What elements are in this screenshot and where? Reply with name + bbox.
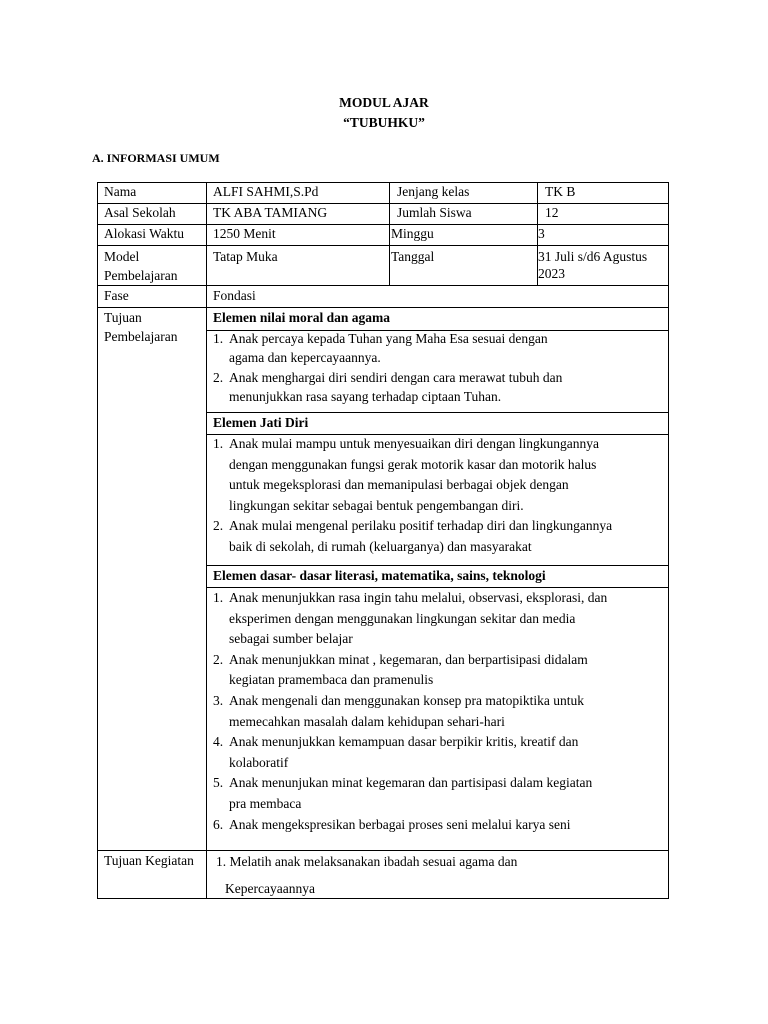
jumlah-value: 12 [545, 205, 559, 220]
list-line: dengan menggunakan fungsi gerak motorik kasar dan motorik halus [229, 456, 597, 472]
list-line: Anak mengekspresikan berbagai proses seni melalui karya seni [229, 816, 571, 832]
tanggal-label: Tanggal [391, 249, 435, 264]
list-item [213, 732, 607, 773]
list-number: 2. [213, 518, 224, 534]
list-line: Anak mengenali dan menggunakan konsep pra matopiktika untuk [229, 692, 585, 708]
elemen1-heading: Elemen nilai moral dan agama [213, 310, 391, 325]
list-line: Anak mulai mampu untuk menyesuaikan diri dengan lingkungannya [229, 436, 600, 451]
asal-value: TK ABA TAMIANG [213, 205, 328, 220]
fase-label: Fase [104, 288, 129, 303]
fase-value: Fondasi [213, 288, 256, 303]
nama-value: ALFI SAHMI,S.Pd [213, 184, 319, 199]
elemen2-heading: Elemen Jati Diri [213, 415, 309, 430]
list-item [213, 773, 607, 814]
list-item [213, 516, 612, 557]
list-number: 5. [213, 775, 224, 791]
section-heading: A. INFORMASI UMUM [92, 151, 220, 165]
list-item [213, 368, 562, 407]
list-line: Anak menunjukkan kemampuan dasar berpikir kritis, kreatif dan [229, 734, 579, 750]
tanggal-value-1: 31 Juli s/d6 Agustus [538, 249, 648, 264]
list-line: baik di sekolah, di rumah (keluarganya) dan masyarakat [229, 538, 532, 554]
list-line: Anak mulai mengenal perilaku positif terhadap diri dan lingkungannya [229, 518, 613, 534]
model-label-1: Model [104, 249, 140, 264]
list-item [213, 329, 562, 368]
tanggal-value-2: 2023 [538, 266, 565, 281]
list-line: kolaboratif [229, 754, 289, 770]
list-number: 1. [213, 590, 224, 605]
list-line: menunjukkan rasa sayang terhadap ciptaan Tuhan. [229, 388, 502, 404]
list-line: pra membaca [229, 795, 302, 811]
minggu-value: 3 [538, 226, 545, 241]
list-item [213, 588, 607, 650]
list-number: 2. [213, 651, 224, 667]
alokasi-value: 1250 Menit [213, 226, 276, 241]
cell-fase-value [206, 285, 669, 308]
jenjang-label: Jenjang kelas [397, 184, 470, 199]
list-line: Anak menunjukkan minat , kegemaran, dan berpartisipasi didalam [229, 651, 588, 667]
elemen3-list [213, 588, 607, 835]
kegiatan-line-2: Kepercayaannya [225, 881, 315, 896]
list-line: sebagai sumber belajar [229, 631, 353, 647]
list-number: 4. [213, 734, 224, 750]
list-number: 1. [213, 331, 224, 346]
kegiatan-line-1: 1. Melatih anak melaksanakan ibadah sesuai agama dan [216, 854, 518, 869]
list-line: kegiatan pramembaca dan pramenulis [229, 672, 434, 688]
list-number: 2. [213, 370, 224, 386]
model-label-2: Pembelajaran [104, 268, 178, 283]
list-line: Anak menghargai diri sendiri dengan cara merawat tubuh dan [229, 370, 563, 386]
list-item [213, 815, 607, 836]
alokasi-label: Alokasi Waktu [104, 226, 185, 241]
jumlah-label: Jumlah Siswa [397, 205, 472, 220]
list-line: untuk megeksplorasi dan memanipulasi berbagai objek dengan [229, 477, 569, 493]
jenjang-value: TK B [545, 184, 576, 199]
tujuan-label-2: Pembelajaran [104, 329, 178, 344]
list-item [213, 691, 607, 732]
list-line: Anak menunjukan minat kegemaran dan partisipasi dalam kegiatan [229, 775, 593, 791]
kegiatan-label: Tujuan Kegiatan [104, 853, 194, 868]
tujuan-label-1: Tujuan [104, 310, 142, 325]
list-line: Anak menunjukkan rasa ingin tahu melalui, observasi, eksplorasi, dan [229, 590, 608, 605]
document-subtitle: “TUBUHKU” [343, 115, 425, 130]
list-line: Anak percaya kepada Tuhan yang Maha Esa sesuai dengan [229, 331, 548, 346]
elemen1-list [213, 329, 562, 407]
asal-label: Asal Sekolah [104, 205, 176, 220]
elemen3-heading: Elemen dasar- dasar literasi, matematika, sains, teknologi [213, 568, 546, 583]
list-item [213, 650, 607, 691]
cell-tujuan-label [97, 307, 207, 851]
list-line: memecahkan masalah dalam kehidupan sehari-hari [229, 713, 505, 729]
model-value: Tatap Muka [213, 249, 278, 264]
list-number: 1. [213, 436, 224, 451]
minggu-label: Minggu [391, 226, 434, 241]
list-number: 3. [213, 692, 224, 708]
nama-label: Nama [104, 184, 137, 199]
list-number: 6. [213, 816, 224, 832]
list-item [213, 434, 612, 516]
cell-minggu-value [537, 224, 669, 246]
list-line: eksperimen dengan menggunakan lingkungan sekitar dan media [229, 610, 576, 626]
elemen2-list [213, 434, 612, 558]
document-title: MODUL AJAR [339, 95, 429, 110]
list-line: agama dan kepercayaannya. [229, 349, 381, 365]
list-line: lingkungan sekitar sebagai bentuk pengembangan diri. [229, 497, 524, 513]
